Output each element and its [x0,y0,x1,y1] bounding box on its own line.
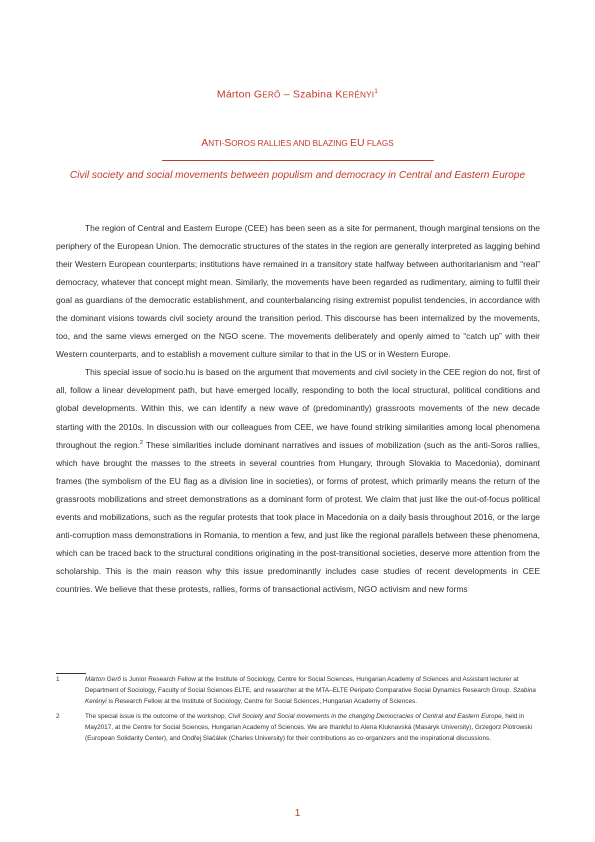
footnote-2-italic-title: Civil Society and Social movements in the changing Democracies of Central and Eastern Europe, [228,712,504,720]
title-part-4: FLAGS [364,139,394,148]
title-part-1: NTI- [208,139,225,148]
footnote-2-number: 2 [56,712,60,720]
footnote-divider [56,673,86,674]
article-title [0,137,595,149]
footnote-2-text-2: held in May2017, at the Centre for Social Sciences, Hungarian Academy of Sciences. We are thankful to Alena Kluknavská (Masaryk University), Grzegorz Piotrowski (European Solidarity Center), and Ondřej Slačálek (Charles University) for their contributions as co-organizers and the inspirational discussions. [85,712,533,742]
page-number: 1 [294,808,301,819]
footnote-1-number: 1 [56,676,60,683]
footnote-1-name-1: Márton Gerő [85,676,121,683]
paragraph-2 [56,363,540,598]
author-2-first-name: Szabina [292,88,333,101]
author-2-last-rest: ERÉNYI [342,90,375,100]
author-1-last-rest: ERŐ [262,90,281,100]
footnote-1-text-2: is Research Fellow at the Institute of Sociology, Centre for Social Sciences, Hungarian Academy of Sciences. [106,697,418,705]
title-initial-s: S [224,137,232,149]
article-subtitle: Civil society and social movements between populism and democracy in Central and Eastern Europe [69,170,526,181]
author-separator: – [280,88,293,101]
paragraph-1: The region of Central and Eastern Europe (CEE) has been seen as a site for permanent, though marginal tensions on the periphery of the European Union. The democratic structures of the states in the region are generally interpreted as lagging behind their Western European counterparts; institutions have remained in a transitory state halfway between authoritarianism and “real” democracy, whatever that concept might mean. Similarly, the movements have been regarded as rudimentary, aiming to fulfil their goal as guardians of the democratic establishment, and counterbalancing rising extremist populist tendencies, in accordance with the dominant visions towards civil society around the transition period. This discourse has been internalized by the movements, too, and the same views emerged on the NGO scene. The movements deliberately and openly aimed to “catch up” with their Western counterparts, and to establish a movement culture similar to that in the US or in Western Europe. [56,223,540,360]
author-line [0,88,595,101]
title-part-2: OROS RALLIES AND BLAZING [231,139,350,148]
author-2-last-initial: K [335,88,343,101]
paragraph-2-part-b: These similarities include dominant narratives and issues of mobilization (such as the anti-Soros rallies, which have brought the masses to the streets in several countries from Hungary, through Slovakia to Macedonia), dominant frames (the symbolism of the EU flag as a division line in societies), or forms of protest, which primarily means the return of the grassroots mobilizations and street demonstrations as a dominant form of protest. We claim that just like the out-of-focus political events and mobilizations, such as the regular protests that took place in Macedonia on a daily basis throughout 2016, or the large anti-corruption mass demonstrations in Romania, to mention a few, and just like the regional parallels between these phenomena, which can be traced back to the structural conditions originating in the post-transitional societies, deserve more attention from the scholarship. This is the main reason why this issue predominantly includes case studies of recent developments in CEE countries. We believe that these protests, rallies, forms of transactional activism, NGO activism and new forms [56,439,541,594]
footnote-2 [56,712,540,745]
author-1-first-name: Márton [216,88,251,101]
author-footnote-ref[interactable]: 1 [374,88,379,95]
title-initial-a: A [201,137,209,149]
article-body [56,219,540,598]
footnote-1-name-2: Szabina Kerényi [85,686,536,705]
footnotes [56,675,540,745]
footnote-2-text-1: The special issue is the outcome of the workshop, [85,712,229,720]
footnote-1-text-1: is Junior Research Fellow at the Institute of Sociology, Centre for Social Sciences, Hungarian Academy of Sciences and Assistant lecturer at Department of Sociology, Faculty of Social Sciences ELTE, and researcher at the MTA–ELTE Peripato Comparative Social Dynamics Research Group. [85,676,519,694]
footnote-1 [56,675,540,708]
author-1-last-initial: G [253,88,263,101]
footnote-ref-2[interactable]: 2 [139,439,143,446]
title-eu: EU [350,137,365,149]
paragraph-2-part-a: This special issue of socio.hu is based on the argument that movements and civil society in the CEE region do not, first of all, follow a linear development path, but have emerged locally, responding to both the local structural, political conditions and global developments. Within this, we can identify a new wave of (predominantly) grassroots movements of the new decade starting with the 2010s. In discussion with our colleagues from CEE, we have found striking similarities among local phenomena throughout the region. [56,367,540,450]
title-divider [162,160,434,161]
